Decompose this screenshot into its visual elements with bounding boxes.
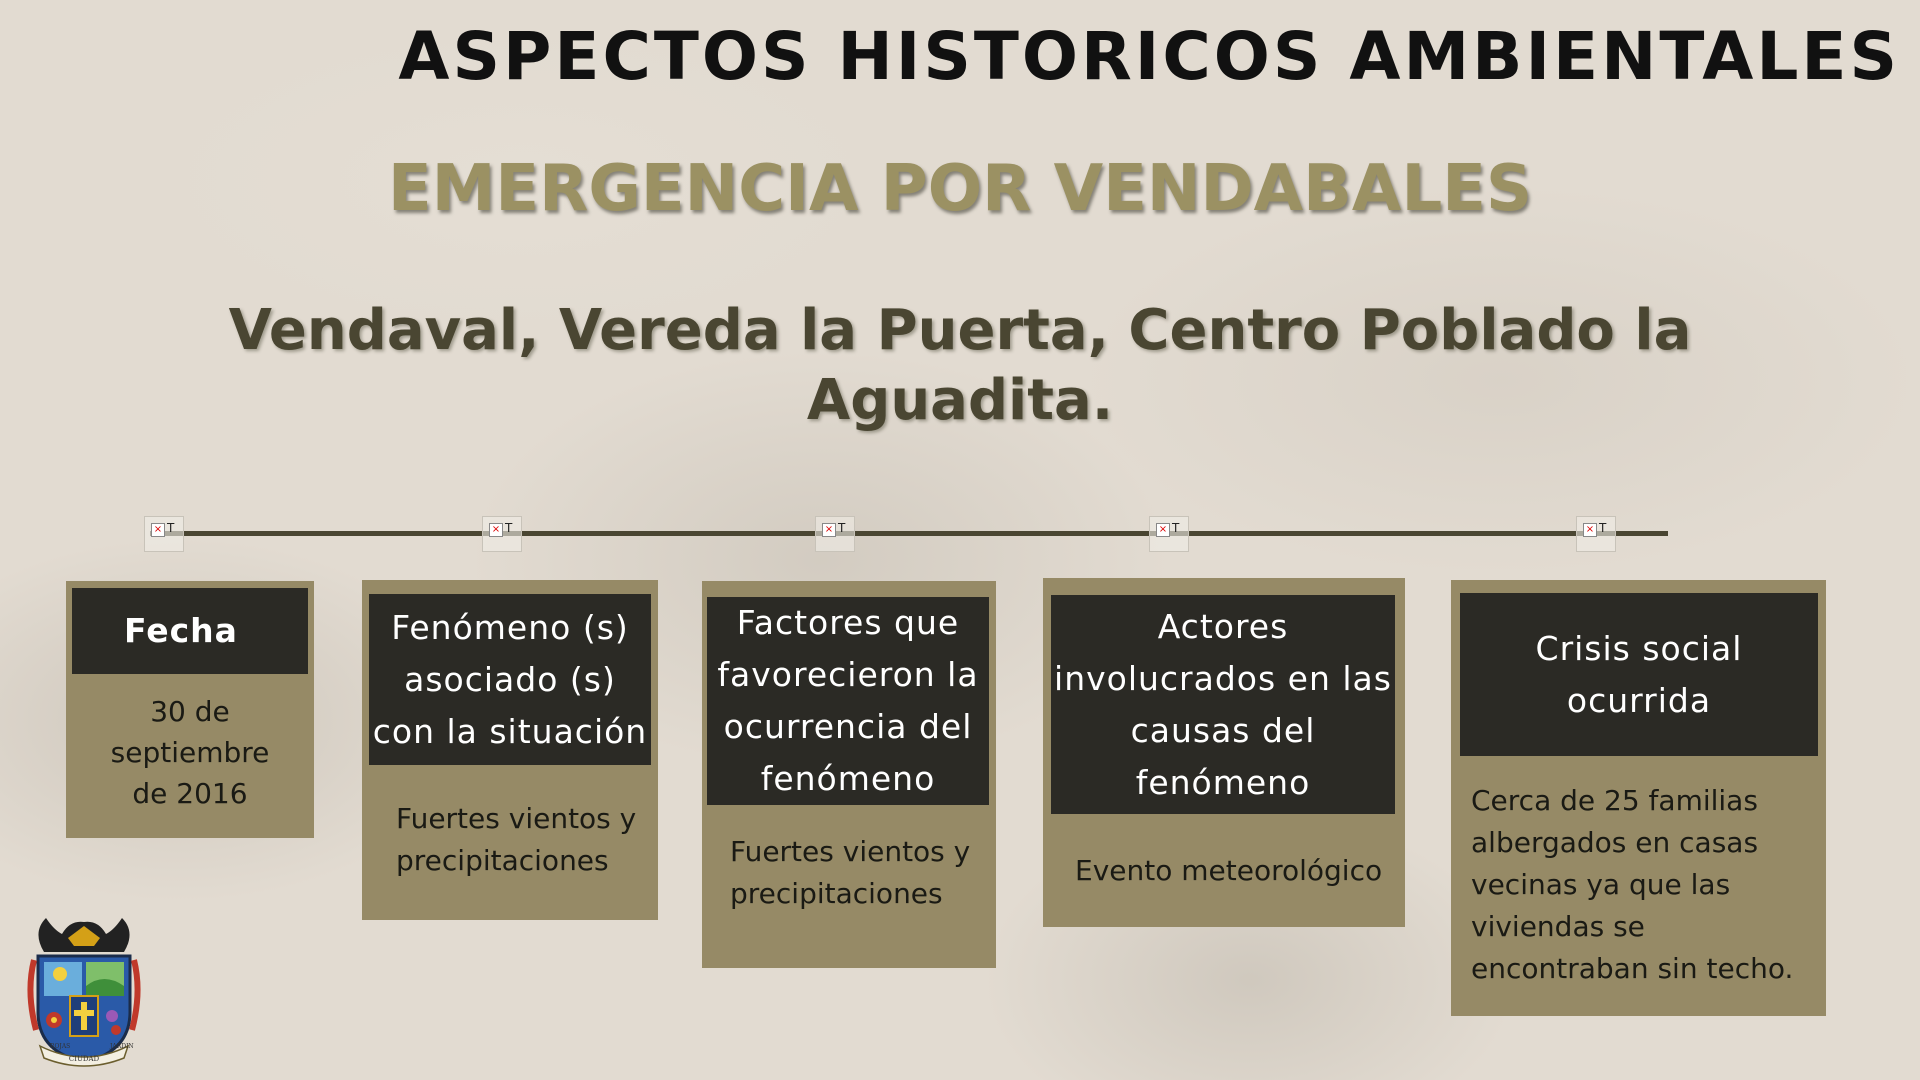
card-heading: Fenómeno (s) asociado (s) con la situación (369, 594, 651, 765)
timeline-card-actores (1043, 578, 1405, 927)
card-body: Fuertes vientos y precipitaciones (396, 802, 637, 877)
broken-image-icon: × T (482, 516, 522, 552)
crest-ribbon-text: CIUDAD (68, 1055, 100, 1063)
main-title: ASPECTOS HISTORICOS AMBIENTALES (398, 18, 1900, 95)
section-subtitle: EMERGENCIA POR VENDABALES (387, 152, 1533, 226)
crest-ribbon-text: JARDIN (110, 1043, 134, 1050)
broken-image-icon: × T (815, 516, 855, 552)
card-body: Fuertes vientos y precipitaciones (730, 835, 971, 910)
card-heading: Actores involucrados en las causas del fenómeno (1051, 595, 1395, 814)
event-title: Vendaval, Vereda la Puerta, Centro Poblado la Aguadita. (228, 298, 1692, 433)
card-body: Cerca de 25 familias albergados en casas vecinas ya que las viviendas se encontraban sin techo. (1471, 784, 1794, 985)
card-body: 30 de septiembre de 2016 (110, 695, 270, 810)
card-body: Evento meteorológico (1075, 854, 1383, 887)
timeline-card-fenomeno (362, 580, 658, 920)
timeline-card-factores (702, 581, 996, 968)
timeline-card-crisis (1451, 580, 1826, 1016)
broken-image-icon: × T (144, 516, 184, 552)
municipal-coat-of-arms (24, 912, 144, 1068)
crest-ribbon-text: ROJAS (50, 1043, 71, 1050)
timeline-line (150, 531, 1668, 536)
card-heading: Fecha (72, 588, 308, 674)
broken-image-icon: × T (1576, 516, 1616, 552)
timeline-card-fecha (66, 581, 314, 838)
card-heading: Factores que favorecieron la ocurrencia del fenómeno (707, 597, 989, 805)
broken-image-icon: × T (1149, 516, 1189, 552)
card-heading: Crisis social ocurrida (1460, 593, 1818, 756)
